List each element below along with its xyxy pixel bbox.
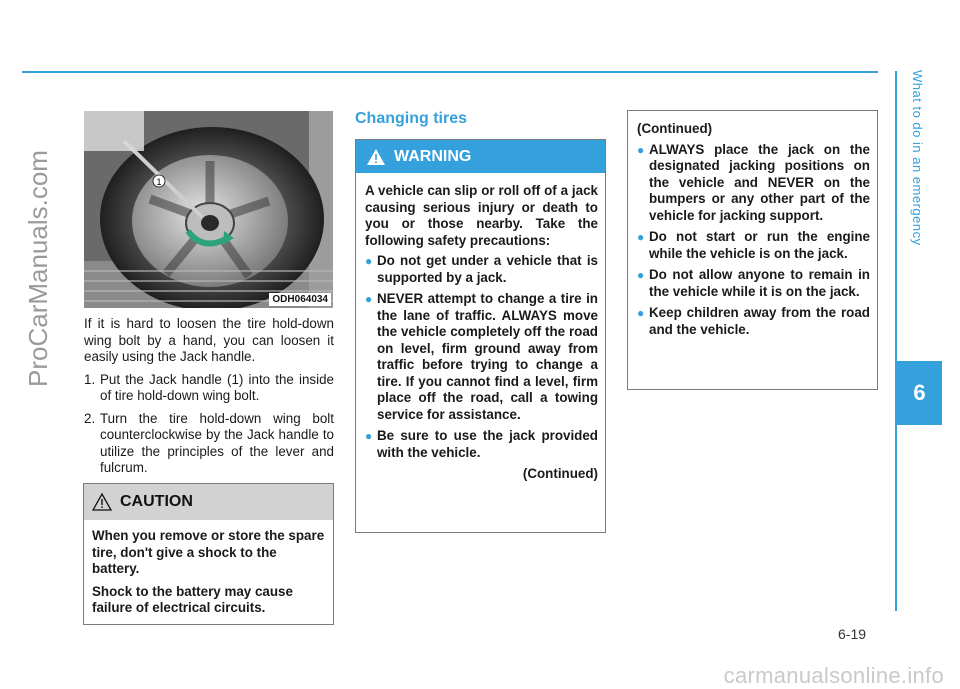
bullet-icon: ● [637,230,645,244]
header-rule [22,71,878,73]
continued-bullet [637,305,870,338]
bullet-icon: ● [637,268,645,282]
caution-header [84,484,333,520]
bullet-icon: ● [365,254,373,268]
chapter-side-title: What to do in an emergency [910,70,925,246]
watermark-bottom: carmanualsonline.info [723,663,944,688]
spare-tire-photo [84,111,333,308]
side-rule [895,71,897,611]
bullet-text: Do not get under a vehicle that is supported by a jack. [377,253,598,285]
continued-label: (Continued) [522,466,598,481]
warning-intro: A vehicle can slip or roll off of a jack causing serious injury or death to you or those nearby. Take the following safety precautions: [365,183,598,248]
continued-bullet [637,267,870,300]
bullet-text: NEVER attempt to change a tire in the lane of traffic. ALWAYS move the vehicle completely off the road on level, firm ground away from traffic before trying to change a tire. If you cannot find a level, firm place off the road, call a towing service for assistance. [377,291,598,422]
bullet-icon: ● [637,142,645,157]
continued-warning-box [627,110,878,390]
spare-tire-illustration [84,111,333,308]
page-number: 6-19 [838,626,867,642]
step-1 [84,372,334,405]
caution-title: CAUTION [120,493,193,510]
step-number: 1. [84,371,96,387]
figure-callout: 1 [156,177,162,187]
warning-body [356,173,605,483]
warning-bullet [365,428,598,461]
caution-body [84,520,333,617]
bullet-text: Keep children away from the road and the vehicle. [649,305,870,337]
warning-header [356,140,605,173]
bullet-text: Be sure to use the jack provided with the vehicle. [377,428,598,460]
continued-bullet [637,142,870,225]
warning-box [355,139,606,533]
caution-paragraph: Shock to the battery may cause failure of electrical circuits. [92,583,293,615]
step-2 [84,411,334,477]
warning-bullet [365,291,598,423]
continued-head: (Continued) [637,121,713,136]
step-number: 2. [84,410,96,426]
chapter-tab: 6 [897,361,942,425]
intro-paragraph: If it is hard to loosen the tire hold-down wing bolt by a hand, you can loosen it easily using the Jack handle. [84,316,334,364]
figure-code: ODH064034 [269,293,331,306]
step-text: Put the Jack handle (1) into the inside of tire hold-down wing bolt. [100,371,334,403]
bullet-text: Do not start or run the engine while the vehicle is on the jack. [649,229,870,261]
caution-paragraph: When you remove or store the spare tire, don't give a shock to the battery. [92,528,325,576]
section-title: Changing tires [355,110,468,127]
warning-triangle-icon [92,493,112,511]
warning-bullet [365,253,598,286]
caution-box [83,483,334,625]
warning-triangle-icon [366,148,386,166]
bullet-icon: ● [365,292,373,306]
continued-bullet [637,229,870,262]
bullet-icon: ● [637,306,645,320]
watermark-left: ProCarManuals.com [23,150,53,387]
bullet-text: Do not allow anyone to remain in the vehicle while it is on the jack. [649,267,870,299]
bullet-text: ALWAYS place the jack on the designated jacking positions on the vehicle and NEVER on the bumpers or any other part of the vehicle for jacking support. [649,141,870,223]
bullet-icon: ● [365,429,373,443]
warning-title: WARNING [394,147,472,165]
column-1-text [84,316,334,483]
step-text: Turn the tire hold-down wing bolt counterclockwise by the Jack handle to utilize the principles of the lever and fulcrum. [100,410,334,475]
continued-body [628,111,877,338]
